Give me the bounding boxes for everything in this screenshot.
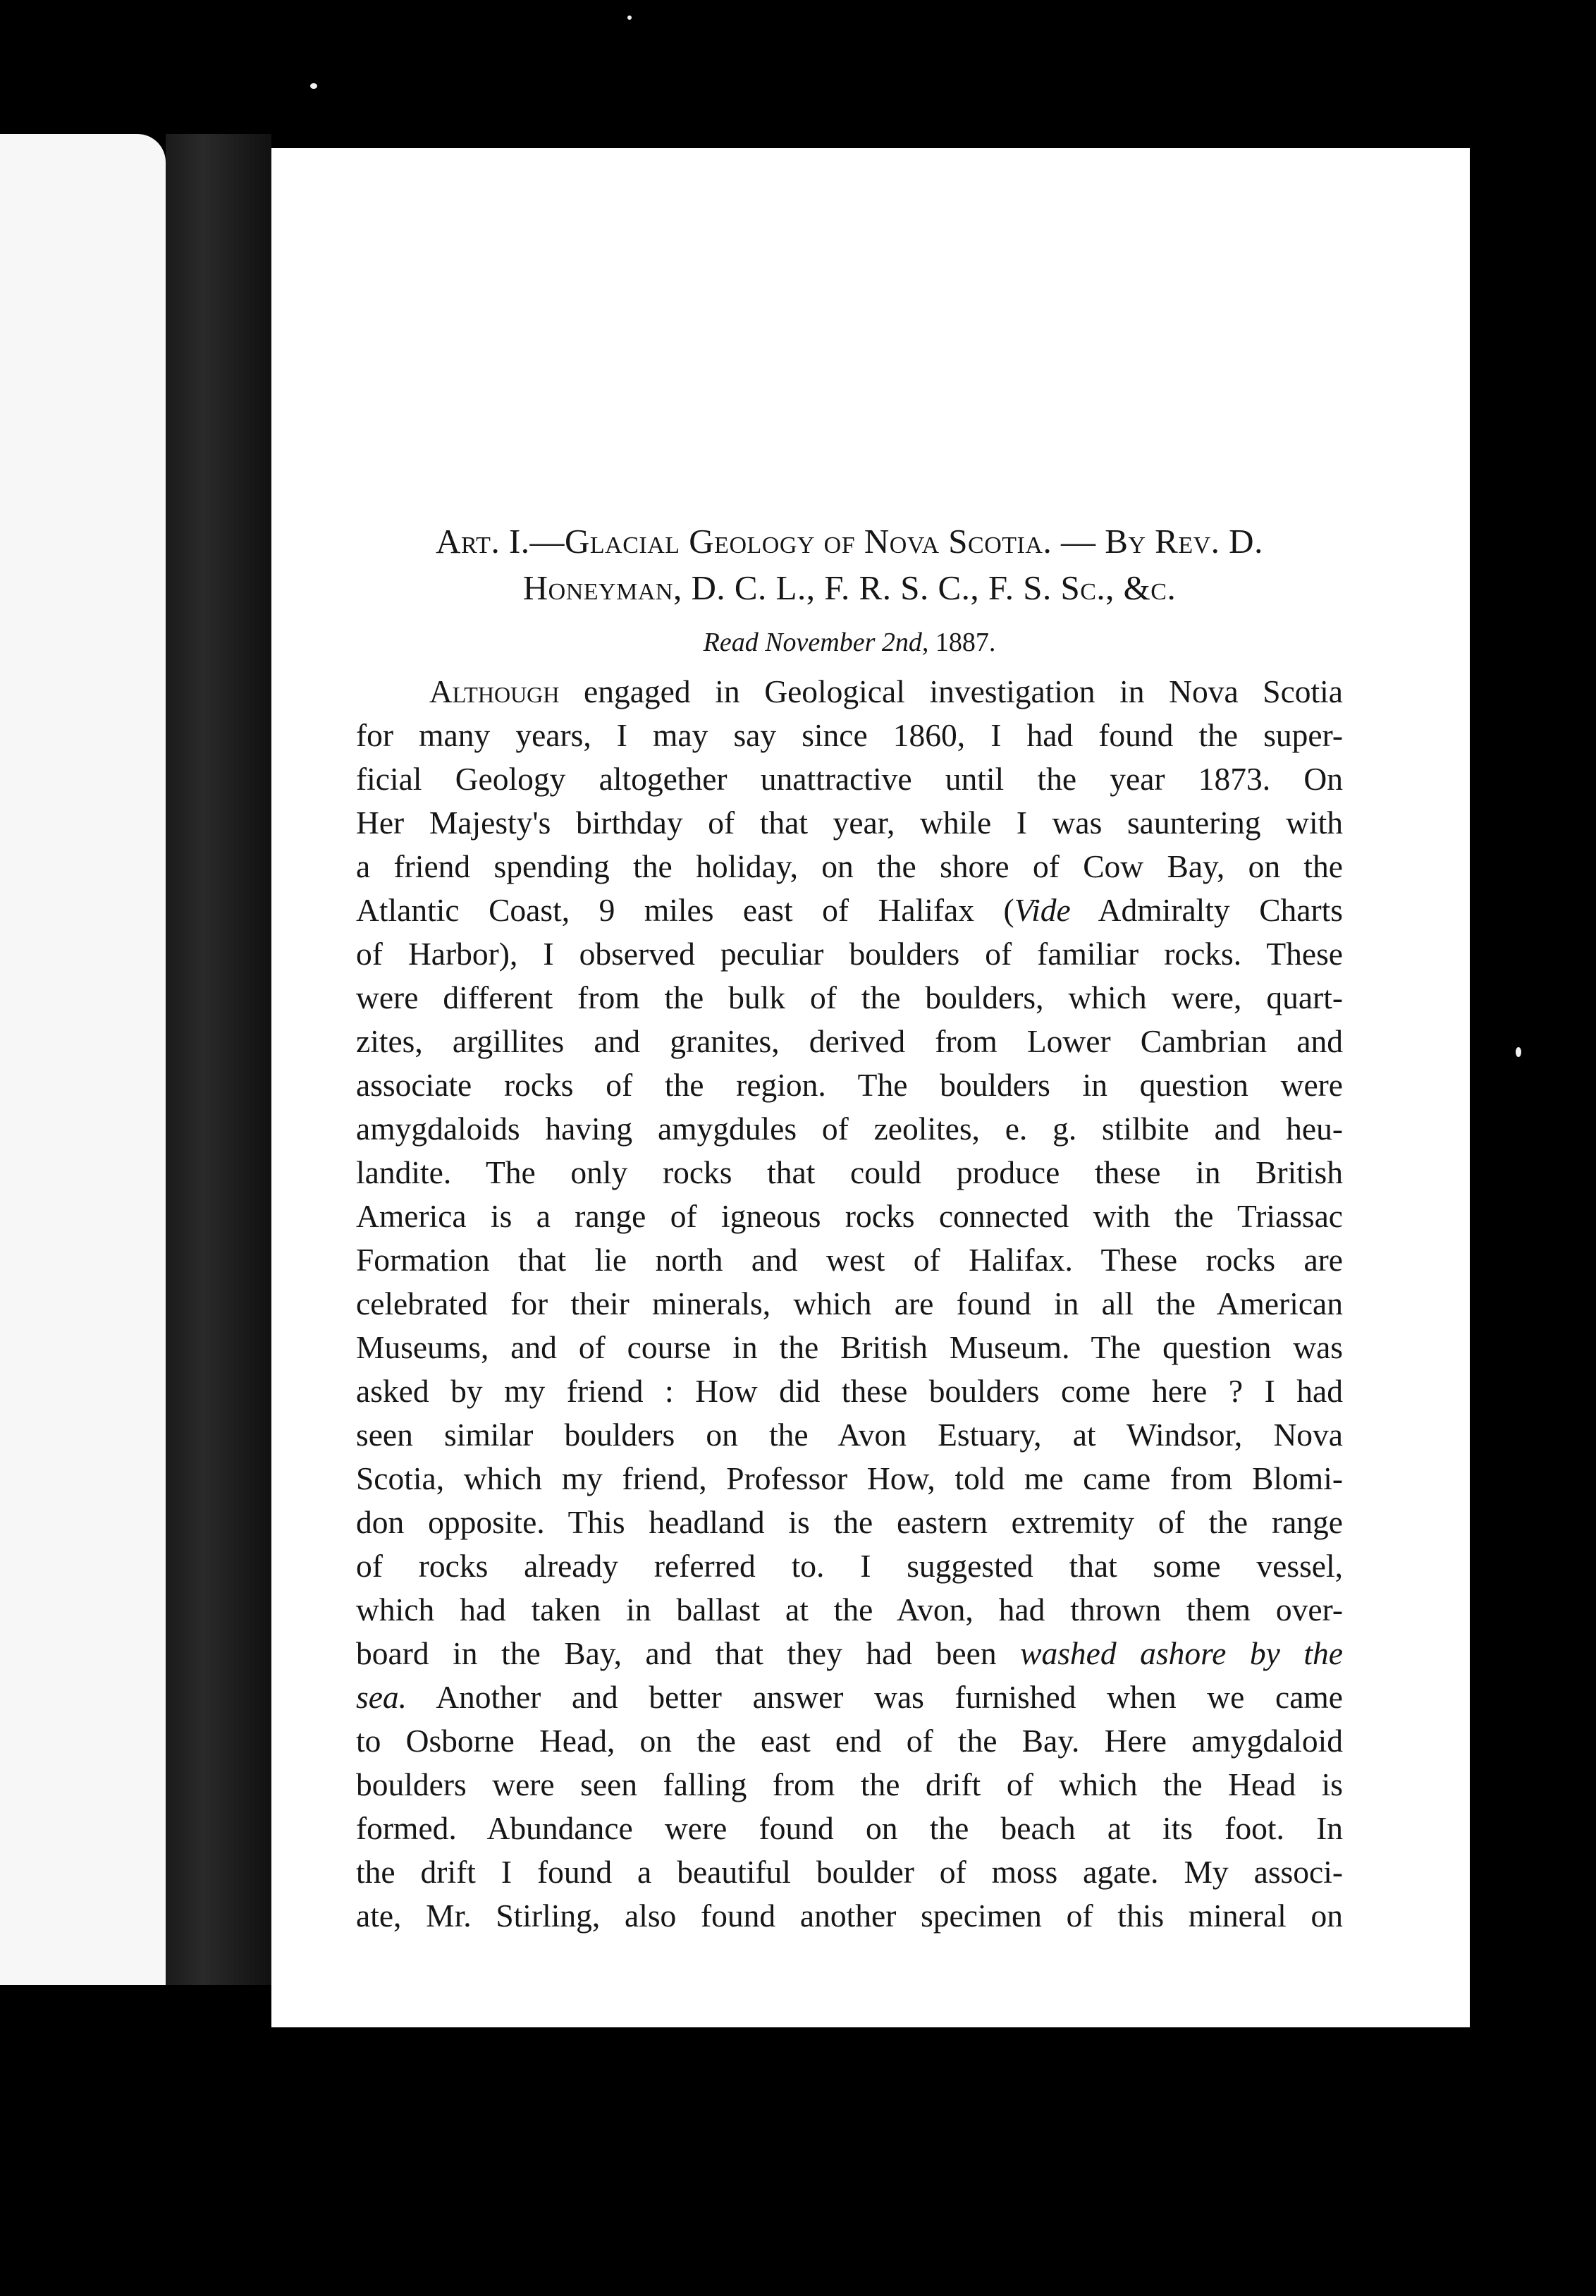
body-line [356, 889, 1343, 932]
scan-speck [1516, 1047, 1521, 1057]
body-line: Her Majesty's birthday of that year, while I was sauntering with [356, 805, 1343, 841]
body-line: seen similar boulders on the Avon Estuary, at Windsor, Nova [356, 1417, 1343, 1453]
body-line: boulders were seen falling from the drift of which the Head is [356, 1766, 1343, 1802]
italic-vide: Vide [1014, 892, 1071, 928]
body-line-text: Admiralty Charts [1070, 892, 1343, 928]
drop-word: Although [429, 673, 560, 709]
scan-speck [310, 83, 317, 89]
body-line: a friend spending the holiday, on the shore of Cow Bay, on the [356, 848, 1343, 884]
body-line-text: engaged in Geological investigation in Nova Scotia [559, 673, 1344, 709]
body-line [356, 1632, 1343, 1675]
book-spine-shadow [166, 134, 271, 1985]
body-line: to Osborne Head, on the east end of the Bay. Here amygdaloid [356, 1723, 1343, 1759]
body-line: Formation that lie north and west of Halifax. These rocks are [356, 1242, 1343, 1278]
body-line: Museums, and of course in the British Museum. The question was [356, 1329, 1343, 1365]
article-title [356, 518, 1343, 611]
read-date-year: 1887. [935, 628, 996, 657]
body-line: zites, argillites and granites, derived from Lower Cambrian and [356, 1023, 1343, 1059]
italic-washed-ashore: washed ashore by the [1020, 1635, 1343, 1671]
body-line: of rocks already referred to. I suggested that some vessel, [356, 1548, 1343, 1584]
article-title-line-2: Honeyman, D. C. L., F. R. S. C., F. S. Sc., &c. [522, 568, 1177, 607]
body-line: ficial Geology altogether unattractive until the year 1873. On [356, 761, 1343, 797]
body-line: Scotia, which my friend, Professor How, told me came from Blomi- [356, 1460, 1343, 1496]
body-line [356, 1675, 1343, 1719]
article-body [356, 670, 1343, 1938]
body-line: were different from the bulk of the boulders, which were, quart- [356, 979, 1343, 1015]
scan-speck [627, 16, 632, 20]
body-line: landite. The only rocks that could produce these in British [356, 1154, 1343, 1190]
body-line: of Harbor), I observed peculiar boulders of familiar rocks. These [356, 936, 1343, 972]
article-title-line-1: Art. I.—Glacial Geology of Nova Scotia. — By Rev. D. [436, 522, 1263, 561]
italic-sea: sea. [356, 1679, 407, 1715]
facing-page-edge [0, 134, 166, 1985]
body-line-text: Another and better answer was furnished when we came [407, 1679, 1343, 1715]
body-line-text: board in the Bay, and that they had been [356, 1635, 1021, 1671]
body-line-text: Atlantic Coast, 9 miles east of Halifax ( [356, 892, 1014, 928]
body-line: asked by my friend : How did these boulders come here ? I had [356, 1373, 1343, 1409]
body-line: celebrated for their minerals, which are found in all the American [356, 1286, 1343, 1321]
body-line: which had taken in ballast at the Avon, had thrown them over- [356, 1592, 1343, 1628]
body-line: associate rocks of the region. The boulders in question were [356, 1067, 1343, 1103]
body-line: don opposite. This headland is the eastern extremity of the range [356, 1504, 1343, 1540]
body-line: amygdaloids having amygdules of zeolites, e. g. stilbite and heu- [356, 1111, 1343, 1147]
read-date-prefix: Read November 2nd, [703, 628, 929, 657]
read-date-note [356, 625, 1343, 660]
body-line: for many years, I may say since 1860, I had found the super- [356, 717, 1343, 753]
body-line: formed. Abundance were found on the beach at its foot. In [356, 1810, 1343, 1846]
body-line: the drift I found a beautiful boulder of moss agate. My associ- [356, 1854, 1343, 1890]
body-line [356, 670, 1343, 714]
book-page [271, 148, 1470, 2027]
body-line: America is a range of igneous rocks connected with the Triassac [356, 1198, 1343, 1234]
body-line: ate, Mr. Stirling, also found another specimen of this mineral on [356, 1898, 1343, 1934]
